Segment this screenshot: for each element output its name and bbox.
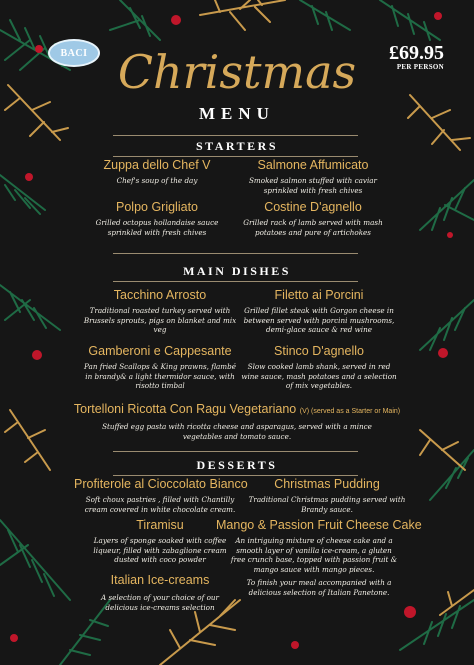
- dish-name-text: Tortelloni Ricotta Con Ragu Vegetariano: [73, 402, 297, 416]
- price-amount: £69.95: [389, 42, 444, 64]
- dish-item: [238, 200, 388, 237]
- section-heading-mains: MAIN DISHES: [183, 264, 291, 278]
- dish-name: Filetto ai Porcini: [274, 288, 364, 302]
- divider: [113, 475, 358, 476]
- divider: [113, 156, 358, 157]
- dish-description: Traditional roasted turkey served with Brussels sprouts, pigs on blanket and mix veg: [83, 306, 237, 335]
- dish-name: Mango & Passion Fruit Cheese Cake: [216, 518, 422, 532]
- dish-item: [238, 158, 388, 195]
- dish-description: Grilled fillet steak with Gorgon cheese in between served with porcini mushrooms, demi-glace sauce & red wine: [243, 306, 395, 335]
- price-per-person: PER PERSON: [396, 63, 444, 71]
- divider: [113, 451, 358, 452]
- dish-item: [238, 344, 400, 391]
- dish-description: Grilled octopus hollandaise sauce sprinkled with fresh chives: [95, 218, 219, 237]
- page-subtitle: MENU: [199, 104, 275, 123]
- dish-name: Tacchino Arrosto: [113, 288, 207, 302]
- dish-name: Stinco D'agnello: [274, 344, 364, 358]
- dish-name: Tiramisu: [136, 518, 184, 532]
- dish-name: Costine D'agnello: [264, 200, 362, 214]
- dish-name: Profiterole al Cioccolato Bianco: [74, 477, 248, 491]
- dish-item: [216, 518, 422, 574]
- dish-name: [60, 402, 414, 419]
- dish-description: Pan fried Scallops & King prawns, flambé in brandy& a light thermidor sauce, with risotto timbal: [84, 362, 236, 391]
- dish-item: [74, 477, 246, 514]
- dish-description: Stuffed egg pasta with ricotta cheese and asparagus, served with a mince vegetables and tomato sauce.: [102, 422, 372, 441]
- dish-name: Polpo Grigliato: [116, 200, 198, 214]
- dish-description: Slow cooked lamb shank, served in red wine sauce, mash potatoes and a selection of mix vegetables.: [241, 362, 397, 391]
- dish-name: Zuppa dello Chef V: [103, 158, 211, 172]
- dish-item: [60, 402, 414, 441]
- dish-item: [86, 518, 234, 565]
- dish-description: A selection of your choice of our delicious ice-creams selection: [101, 593, 219, 612]
- dish-name: Christmas Pudding: [274, 477, 380, 491]
- dish-item: [82, 344, 238, 391]
- dish-description: Soft choux pastries , filled with Chantilly cream covered in white chocolate cream.: [84, 495, 236, 514]
- page-title: Christmas: [117, 45, 357, 99]
- dish-note: (V) (served as a Starter or Main): [299, 408, 401, 415]
- dish-item: [246, 477, 408, 514]
- section-heading-desserts: DESSERTS: [196, 458, 278, 472]
- dish-description: Traditional Christmas pudding served with Brandy sauce.: [248, 495, 406, 514]
- dish-item: [82, 158, 232, 186]
- logo-text: BACI: [60, 47, 88, 59]
- dish-item: [82, 200, 232, 237]
- dish-name: Gamberoni e Cappesante: [88, 344, 232, 358]
- dish-description: Smoked salmon stuffed with caviar sprinkled with fresh chives: [249, 176, 377, 195]
- dish-item: [238, 288, 400, 335]
- dish-description: Grilled rack of lamb served with mash potatoes and pure of artichokes: [243, 218, 383, 237]
- dish-name: Italian Ice-creams: [110, 573, 210, 587]
- dish-item: [82, 288, 238, 335]
- divider: [113, 253, 358, 254]
- dish-name: Salmone Affumicato: [257, 158, 369, 172]
- dish-description: To finish your meal accompanied with a delicious selection of Italian Panetone.: [246, 578, 392, 597]
- dish-item: [86, 573, 234, 612]
- section-heading-starters: STARTERS: [195, 139, 279, 153]
- divider: [113, 135, 358, 136]
- dish-description: Layers of sponge soaked with coffee liqueur, filled with zabaglione cream dusted with coco powder: [93, 536, 227, 565]
- divider: [113, 281, 358, 282]
- dish-item: [238, 573, 400, 597]
- dish-description: Chef's soup of the day: [116, 176, 198, 185]
- dish-description: An intriguing mixture of cheese cake and a smooth layer of vanilla ice-cream, a gluten free crunch base, topped with passion fruit & mango sauce with mango pieces.: [230, 536, 398, 574]
